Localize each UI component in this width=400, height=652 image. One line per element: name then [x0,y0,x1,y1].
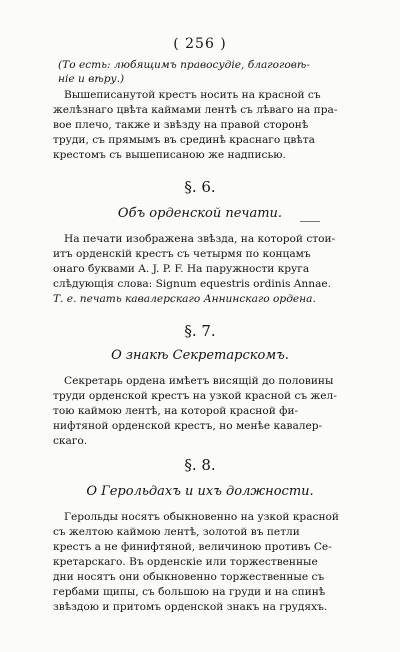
section-6-line-1: На печати изображена звѣзда, на которой стои- [64,233,336,245]
section-6-line-5: Т. е. печать кавалерскаго Аннинскаго ордена. [53,293,316,305]
section-7-line-3: тою каймою лентѣ, на которой красной фи- [53,405,299,417]
intro-line-5: вое плечо, также и звѣзду на правой сторонѣ [53,119,309,131]
section-8-mark: §. 8. [184,456,216,474]
section-7-mark: §. 7. [184,322,216,340]
intro-line-1: (То есть: любящимъ правосудіе, благоговѣ- [58,59,310,71]
section-8-line-4: кретарскаго. Въ орденскіе или торжественные [53,556,318,568]
title-rule [300,221,320,222]
section-8-line-5: дни носятъ они обыкновенно торжественные съ [53,571,325,583]
section-7-line-4: нифтяной орденской крестъ, но менѣе кавалер- [53,420,323,432]
section-6-line-2: итъ орденскій крестъ съ четырмя по концамъ [53,248,311,260]
section-6-title: Объ орденской печати. [117,206,283,221]
section-6-mark: §. 6. [184,178,216,196]
section-6-line-3: онаго буквами A. J. P. F. На паружности круга [53,263,310,275]
section-6-line-4: слѣдующія слова: Signum equestris ordinis Annae. [53,278,332,290]
section-8-title: О Герольдахъ и ихъ должности. [86,484,314,499]
intro-line-4: желѣзнаго цвѣта каймами лентѣ съ лѣваго на пра- [53,104,338,116]
section-7-title: О знакѣ Секретарскомъ. [111,348,289,363]
section-8-line-3: крестъ а не финифтяной, величиною противъ Се- [53,541,332,553]
intro-line-7: крестомъ съ вышеписаною же надписью. [53,149,286,161]
intro-line-6: труди, съ прямымъ въ срединѣ краснаго цвѣта [53,134,315,146]
section-8-line-1: Герольды носятъ обыкновенно на узкой красной [64,511,339,523]
section-7-line-2: труди орденской крестъ на узкой красной съ жел- [53,390,337,402]
page-number: ( 256 ) [173,36,227,52]
section-8-line-2: съ желтою каймою лентѣ, золотой въ петли [53,526,300,538]
section-7-line-1: Секретарь ордена имѣетъ висящій до половины [64,375,334,387]
intro-line-2: ніе и вѣру.) [58,73,125,85]
section-8-line-6: гербами щипы, съ большою на груди и на спинѣ [53,586,326,598]
intro-line-3: Вышеписанутой крестъ носить на красной съ [64,89,321,101]
section-7-line-5: скаго. [53,435,88,447]
section-8-line-7: звѣздою и притомъ орденской знакъ на грудяхъ. [53,601,328,613]
